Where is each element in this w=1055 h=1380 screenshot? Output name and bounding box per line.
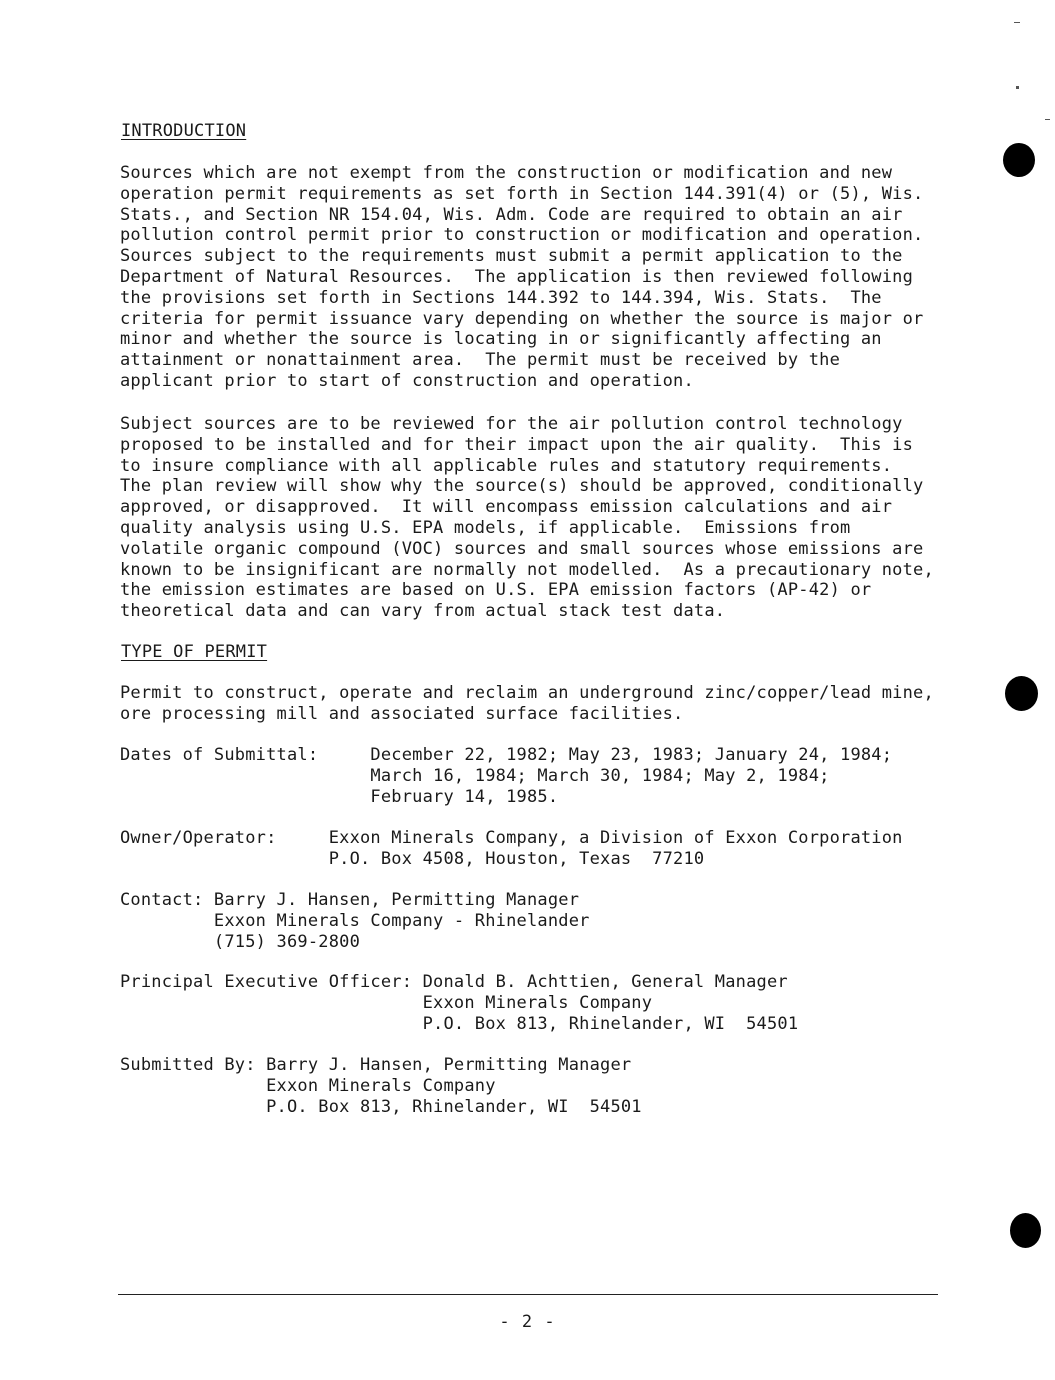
- page-number: - 2 -: [499, 1312, 556, 1332]
- introduction-heading: INTRODUCTION: [121, 121, 247, 141]
- introduction-paragraph-2: Subject sources are to be reviewed for the air pollution control technology proposed to be installed and for their impact upon the air quality. This is to insure compliance with all applicable rules and statutory requirements. The plan review will show why the source(s) should be approved, conditionally approved, or disapproved. It will encompass emission calculations and air quality analysis using U.S. EPA models, if applicable. Emissions from volatile organic compound (VOC) sources and small sources whose emissions are known to be insignificant are normally not modelled. As a precautionary note, the emission estimates are based on U.S. EPA emission factors (AP-42) or theoretical data and can vary from actual stack test data.: [120, 414, 934, 622]
- punch-hole-middle: [1005, 676, 1038, 711]
- principal-executive-officer: Principal Executive Officer: Donald B. Achttien, General Manager Exxon Minerals Company P.O. Box 813, Rhinelander, WI 54501: [120, 972, 799, 1034]
- scan-speck: [1045, 119, 1050, 120]
- submitted-by: Submitted By: Barry J. Hansen, Permitting Manager Exxon Minerals Company P.O. Box 813, Rhinelander, WI 54501: [120, 1055, 642, 1117]
- permit-description: Permit to construct, operate and reclaim an underground zinc/copper/lead mine, ore processing mill and associated surface facilities.: [120, 683, 934, 724]
- introduction-paragraph-1: Sources which are not exempt from the construction or modification and new operation permit requirements as set forth in Section 144.391(4) or (5), Wis. Stats., and Section NR 154.04, Wis. Adm. Code are required to obtain an air pollution control permit prior to construction or modification and operation. Sources subject to the requirements must submit a permit application to the Department of Natural Resources. The application is then reviewed following the provisions set forth in Sections 144.392 to 144.394, Wis. Stats. The criteria for permit issuance vary depending on whether the source is major or minor and whether the source is locating in or significantly affecting an attainment or nonattainment area. The permit must be received by the applicant prior to start of construction and operation.: [120, 163, 924, 391]
- dates-of-submittal: Dates of Submittal: December 22, 1982; May 23, 1983; January 24, 1984; March 16, 1984; March 30, 1984; May 2, 1984; February 14, 1985.: [120, 745, 893, 807]
- owner-operator: Owner/Operator: Exxon Minerals Company, a Division of Exxon Corporation P.O. Box 4508, Houston, Texas 77210: [120, 828, 903, 869]
- scan-speck: [1014, 22, 1020, 23]
- type-of-permit-heading: TYPE OF PERMIT: [121, 642, 268, 662]
- punch-hole-bottom: [1010, 1213, 1041, 1248]
- scan-speck: [1016, 86, 1019, 89]
- contact-block: Contact: Barry J. Hansen, Permitting Manager Exxon Minerals Company - Rhinelander (715) 369-2800: [120, 890, 590, 952]
- punch-hole-top: [1003, 143, 1035, 177]
- footer-divider: [118, 1294, 938, 1295]
